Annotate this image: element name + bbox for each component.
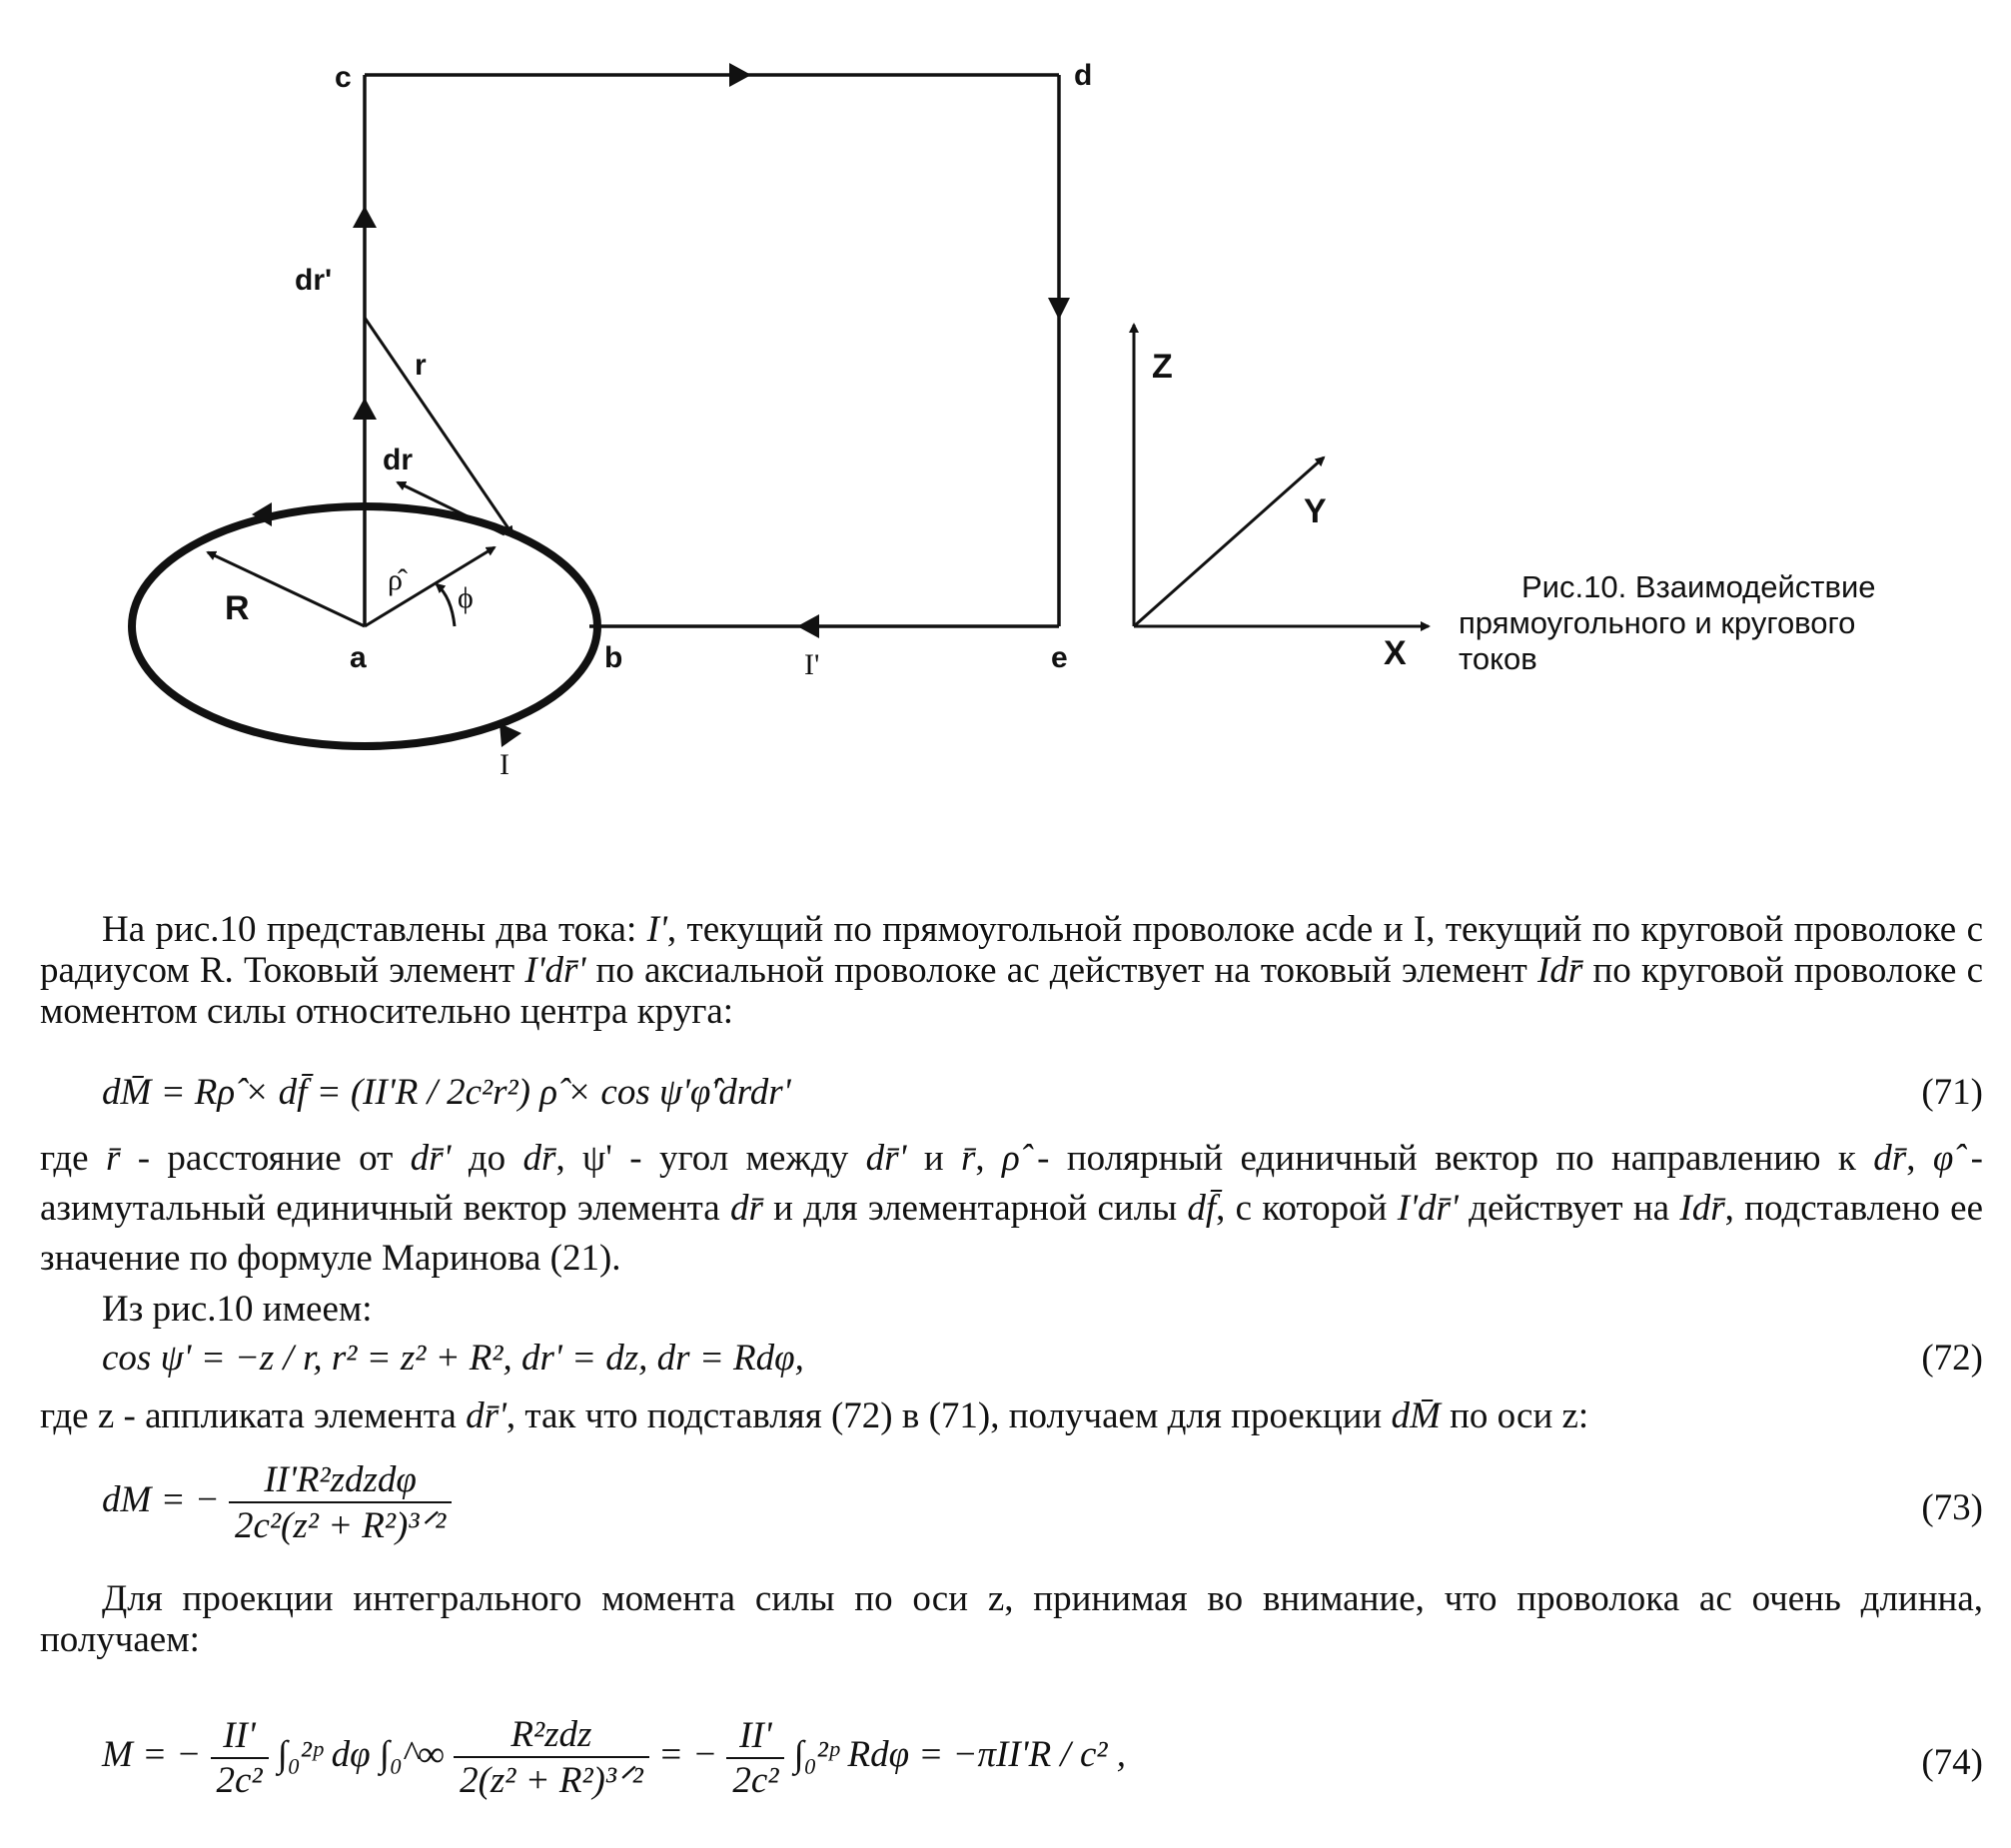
arrow-ac-lower-icon xyxy=(353,398,377,420)
axis-y xyxy=(1134,458,1324,626)
label-dr-prime: dr' xyxy=(295,264,333,297)
caption-line-3: токов xyxy=(1459,641,1537,676)
label-d: d xyxy=(1074,59,1093,92)
label-a: a xyxy=(350,641,367,674)
figure-caption xyxy=(1459,569,1978,677)
equation-71: dM̄ = Rρ̂ × df̄ = (II'R / 2c²r²) ρ̂ × cos ψ'φ̂'drdr' (71) xyxy=(102,1072,1983,1113)
label-I-prime: I' xyxy=(804,648,820,681)
paragraph-3: Из рис.10 имеем: xyxy=(102,1289,373,1330)
arrow-eb-icon xyxy=(797,614,819,638)
paragraph-5: Для проекции интегрального момента силы по оси z, принимая во внимание, что проволока ас очень длинна, получаем: xyxy=(40,1578,1983,1660)
label-phi: ϕ xyxy=(458,581,474,614)
label-R: R xyxy=(225,589,250,627)
arrow-circle-bottom-icon xyxy=(500,723,521,747)
label-r: r xyxy=(415,349,427,382)
label-X: X xyxy=(1384,634,1407,672)
paragraph-4: где z - аппликата элемента dr̄', так что подставляя (72) в (71), получаем для проекции dM̄ по оси z: xyxy=(40,1395,1589,1436)
label-b: b xyxy=(604,641,623,674)
arrow-ac-upper-icon xyxy=(353,206,377,228)
angle-phi-arc xyxy=(437,584,455,626)
equation-74: M = − $\frac{II'}{\text{2c²}}$ ∫₀²ᵖ dφ ∫₀^∞ $\frac{\text{R²zdz}}{\text{2(z² + R²)³ᐟ²}}$ = − $\frac{II'}{\text{2c²}}$ ∫₀²ᵖ Rdφ = −πII'R / c² , (74) xyxy=(102,1714,1983,1801)
label-Y: Y xyxy=(1304,492,1327,530)
vector-rho xyxy=(365,547,495,626)
paragraph-1: На рис.10 представлены два тока: I', текущий по прямоугольной проволоке acde и I, текущий по круговой проволоке с радиусом R. Токовый элемент I'dr̄' по аксиальной проволоке ас действует на токовый элемент Idr̄ по круговой проволоке с моментом силы относительно центра круга: xyxy=(40,909,1983,1032)
rectangular-wire xyxy=(365,75,1059,626)
arrow-de-icon xyxy=(1048,298,1070,320)
label-c: c xyxy=(335,61,352,94)
arrow-cd-icon xyxy=(729,63,751,87)
label-e: e xyxy=(1051,641,1068,674)
caption-line-2: прямоугольного и кругового xyxy=(1459,605,1856,640)
label-Z: Z xyxy=(1152,348,1173,386)
equation-72: cos ψ' = −z / r, r² = z² + R², dr' = dz, dr = Rdφ, (72) xyxy=(102,1338,1983,1379)
label-dr: dr xyxy=(383,444,413,476)
paragraph-2: где r̄ - расстояние от dr̄' до dr̄, ψ' - угол между dr̄' и r̄, ρ̂ - полярный единичный вектор по направлению к dr̄, φ̂ - азимутальный единичный вектор элемента dr̄ и для элементарной силы df̄, с которой I'dr̄' действует на Idr̄, подставлено ее значение по формуле Маринова (21). xyxy=(40,1138,1983,1279)
label-rho-hat: ρ̂ xyxy=(388,563,403,596)
equation-73: dM = − $\frac{\text{II'R²zdzdφ}}{\text{2c²(z² + R²)³ᐟ²}}$ (73) xyxy=(102,1459,1983,1546)
caption-line-1: Рис.10. Взаимодействие xyxy=(1521,569,1876,604)
label-I: I xyxy=(500,748,509,781)
figure-diagram xyxy=(0,0,2011,839)
